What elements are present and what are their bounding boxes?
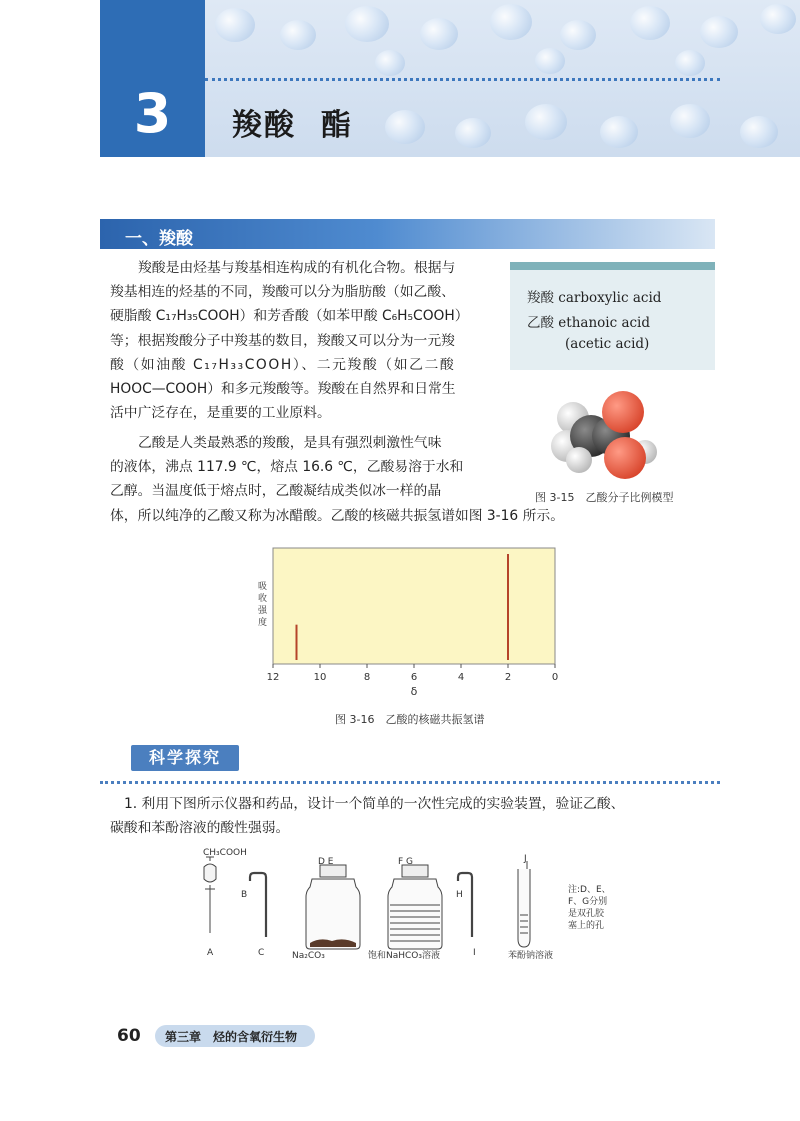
figure-3-16-caption: 图 3-16 乙酸的核磁共振氢谱: [335, 713, 485, 726]
y-axis-label-4: 度: [258, 618, 268, 628]
figure-3-15-caption: 图 3-15 乙酸分子比例模型: [535, 491, 674, 504]
plot-area: [273, 548, 555, 664]
hydrogen-atom: [566, 447, 592, 473]
y-axis-label-3: 强: [258, 606, 268, 616]
p1-line: 羧酸是由烃基与羧基相连构成的有机化合物。根据与: [138, 260, 456, 276]
label-b: B: [241, 890, 248, 900]
x-tick-label: 10: [313, 672, 327, 683]
explore-dotted-divider: [100, 781, 720, 784]
p2-line: 体，所以纯净的乙酸又称为冰醋酸。乙酸的核磁共振氢谱如图 3-16 所示。: [110, 507, 564, 524]
label-j: J: [524, 854, 527, 864]
explore-question: [110, 792, 730, 840]
bottle-nahco3: [388, 865, 442, 949]
p1-line: 活中广泛存在，是重要的工业原料。: [110, 405, 331, 422]
footer-chapter-label: 第三章 烃的含氧衍生物: [165, 1030, 298, 1044]
x-axis-label: δ: [410, 685, 418, 698]
glossary-box: [510, 262, 715, 370]
p2-line: 的液体，沸点 117.9 ℃，熔点 16.6 ℃，乙酸易溶于水和: [110, 459, 464, 476]
question-line: 碳酸和苯酚溶液的酸性强弱。: [110, 820, 290, 837]
glossary-line: 乙酸 ethanoic acid: [527, 315, 651, 331]
glass-tube-h: [458, 873, 472, 937]
y-axis-label-2: 收: [258, 594, 268, 604]
p1-line: 酸（如油酸 C₁₇H₃₃COOH）、二元羧酸（如乙二酸: [110, 356, 456, 373]
note-line: 塞上的孔: [568, 921, 605, 931]
page-number: 60: [117, 1026, 141, 1046]
label-h: H: [456, 890, 463, 900]
test-tube: [518, 861, 530, 947]
chapter-title: 羧酸 酯: [232, 108, 353, 143]
label-c: C: [258, 948, 265, 958]
apparatus-diagram: [190, 845, 550, 965]
label-de: D E: [318, 857, 334, 867]
y-axis-label-1: 吸: [258, 582, 268, 592]
label-fg: F G: [398, 857, 414, 867]
question-line: 1. 利用下图所示仪器和药品，设计一个简单的一次性完成的实验装置，验证乙酸、: [124, 796, 625, 812]
x-tick-label: 2: [504, 672, 512, 683]
p1-line: 羧基相连的烃基的不同，羧酸可以分为脂肪酸（如乙酸、: [110, 284, 455, 301]
x-tick-label: 8: [363, 672, 371, 683]
chapter-number: 3: [133, 82, 172, 145]
paragraph-2: [110, 431, 564, 528]
label-i: I: [473, 948, 476, 958]
p2-line: 乙醇。当温度低于熔点时，乙酸凝结成类似冰一样的晶: [110, 483, 442, 500]
note-line: 是双孔胶: [568, 909, 605, 919]
label-na2co3: Na₂CO₃: [292, 951, 325, 961]
acetic-acid-model: [545, 388, 665, 484]
explore-tag: 科学探究: [131, 745, 239, 771]
label-ch3cooh: CH₃COOH: [203, 848, 247, 858]
separatory-funnel: [204, 857, 216, 933]
oxygen-atom: [604, 437, 646, 479]
paragraph-1: [110, 256, 500, 425]
label-phenol: 苯酚钠溶液: [508, 951, 554, 961]
section-title: 一、羧酸: [125, 229, 193, 249]
header-dotted-divider: [205, 78, 720, 81]
p1-line: 等；根据羧酸分子中羧基的数目，羧酸又可以分为一元羧: [110, 332, 455, 349]
glass-tube-b: [250, 873, 266, 937]
note-line: F、G分别: [568, 897, 608, 907]
oxygen-atom: [602, 391, 644, 433]
p2-line: 乙酸是人类最熟悉的羧酸，是具有强烈刺激性气味: [138, 435, 442, 451]
x-tick-label: 6: [410, 672, 418, 683]
label-a: A: [207, 948, 214, 958]
nmr-chart: [250, 545, 570, 705]
note-line: 注:D、E、: [568, 885, 611, 895]
apparatus-note: [568, 884, 611, 932]
label-nahco3: 饱和NaHCO₃溶液: [368, 951, 440, 961]
glossary-line: (acetic acid): [565, 336, 650, 352]
x-tick-label: 12: [266, 672, 280, 683]
x-tick-label: 0: [551, 672, 559, 683]
glossary-line: 羧酸 carboxylic acid: [527, 290, 662, 306]
bottle-na2co3: [306, 865, 360, 949]
p1-line: 硬脂酸 C₁₇H₃₅COOH）和芳香酸（如苯甲酸 C₆H₅COOH）: [110, 308, 469, 325]
p1-line: HOOC—COOH）和多元羧酸等。羧酸在自然界和日常生: [110, 381, 456, 398]
x-tick-label: 4: [457, 672, 465, 683]
